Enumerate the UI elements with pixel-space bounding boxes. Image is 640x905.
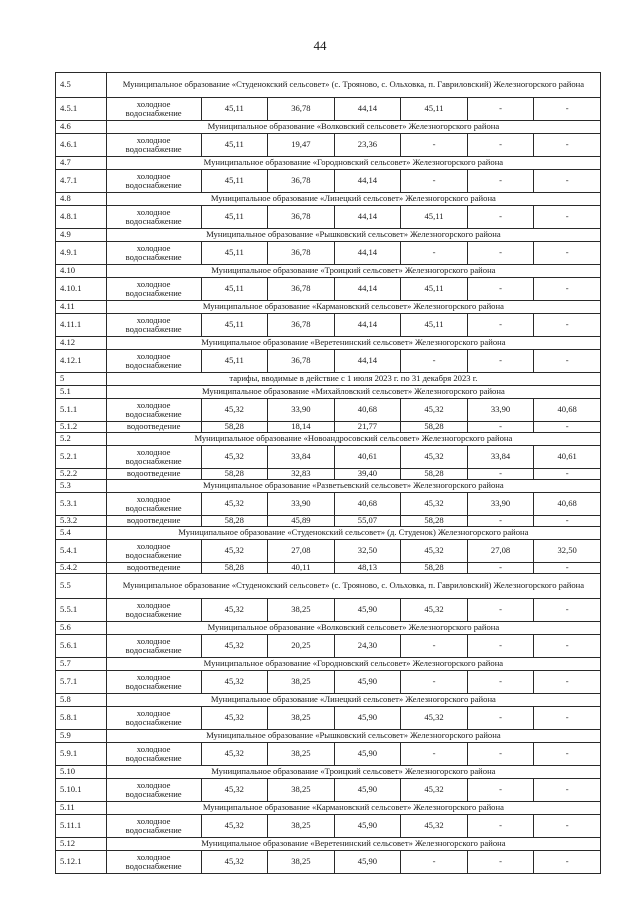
tariff-value: 58,28 xyxy=(401,516,468,527)
section-number: 5.3 xyxy=(56,480,107,493)
tariff-value: 45,32 xyxy=(201,851,268,874)
tariff-value: - xyxy=(467,599,534,622)
tariff-value: - xyxy=(401,671,468,694)
section-title: Муниципальное образование «Разветьевский сельсовет» Железногорского района xyxy=(106,480,600,493)
tariff-value: - xyxy=(534,170,601,193)
tariff-value: - xyxy=(534,599,601,622)
row-number: 4.12.1 xyxy=(56,350,107,373)
tariff-value: 45,90 xyxy=(334,599,401,622)
section-number: 5.8 xyxy=(56,694,107,707)
tariff-value: 40,68 xyxy=(534,399,601,422)
section-title: Муниципальное образование «Новоандросовский сельсовет» Железногорского района xyxy=(106,433,600,446)
section-number: 4.5 xyxy=(56,73,107,98)
section-title: Муниципальное образование «Троицкий сельсовет» Железногорского района xyxy=(106,766,600,779)
tariff-value: 45,32 xyxy=(401,493,468,516)
tariff-value: - xyxy=(467,350,534,373)
tariff-value: 33,90 xyxy=(268,399,335,422)
tariff-value: - xyxy=(467,707,534,730)
tariff-value: 45,90 xyxy=(334,743,401,766)
tariff-value: 45,32 xyxy=(401,540,468,563)
tariff-value: 45,90 xyxy=(334,707,401,730)
service-name: холодное водоснабжение xyxy=(106,399,201,422)
tariff-value: - xyxy=(467,516,534,527)
service-name: холодное водоснабжение xyxy=(106,98,201,121)
section-header-row xyxy=(56,658,601,671)
tariff-value: 36,78 xyxy=(268,98,335,121)
tariff-value: - xyxy=(467,314,534,337)
tariff-row xyxy=(56,851,601,874)
row-number: 5.1.1 xyxy=(56,399,107,422)
tariff-value: 45,32 xyxy=(401,779,468,802)
tariff-value: 45,32 xyxy=(201,493,268,516)
tariff-value: - xyxy=(467,469,534,480)
tariff-row xyxy=(56,563,601,574)
tariff-value: 45,90 xyxy=(334,671,401,694)
section-number: 5.5 xyxy=(56,574,107,599)
tariff-value: 58,28 xyxy=(401,563,468,574)
row-number: 5.1.2 xyxy=(56,422,107,433)
section-title: Муниципальное образование «Городновский сельсовет» Железногорского района xyxy=(106,658,600,671)
tariff-value: 23,36 xyxy=(334,134,401,157)
row-number: 5.9.1 xyxy=(56,743,107,766)
tariff-value: 19,47 xyxy=(268,134,335,157)
service-name: холодное водоснабжение xyxy=(106,671,201,694)
section-title: Муниципальное образование «Веретенинский сельсовет» Железногорского района xyxy=(106,838,600,851)
section-title: Муниципальное образование «Студенокский сельсовет» (д. Студенок) Железногорского района xyxy=(106,527,600,540)
tariff-value: - xyxy=(467,278,534,301)
section-title: Муниципальное образование «Троицкий сельсовет» Железногорского района xyxy=(106,265,600,278)
tariff-value: 58,28 xyxy=(401,469,468,480)
tariff-value: - xyxy=(534,350,601,373)
tariff-row xyxy=(56,743,601,766)
tariff-value: 45,11 xyxy=(201,134,268,157)
section-number: 5.1 xyxy=(56,386,107,399)
section-number: 5.12 xyxy=(56,838,107,851)
section-number: 4.6 xyxy=(56,121,107,134)
row-number: 5.4.1 xyxy=(56,540,107,563)
service-name: холодное водоснабжение xyxy=(106,446,201,469)
tariff-value: - xyxy=(534,469,601,480)
tariff-value: - xyxy=(401,743,468,766)
section-title: Муниципальное образование «Кармановский сельсовет» Железногорского района xyxy=(106,802,600,815)
tariff-value: - xyxy=(467,242,534,265)
section-number: 4.12 xyxy=(56,337,107,350)
section-number: 4.7 xyxy=(56,157,107,170)
section-header-row xyxy=(56,694,601,707)
tariff-value: 44,14 xyxy=(334,278,401,301)
tariff-value: 45,11 xyxy=(201,170,268,193)
tariff-value: 32,50 xyxy=(334,540,401,563)
tariff-value: 40,61 xyxy=(534,446,601,469)
tariff-row xyxy=(56,98,601,121)
tariff-value: 20,25 xyxy=(268,635,335,658)
tariff-value: 27,08 xyxy=(467,540,534,563)
section-number: 5.10 xyxy=(56,766,107,779)
section-title: Муниципальное образование «Волковский сельсовет» Железногорского района xyxy=(106,121,600,134)
section-header-row xyxy=(56,265,601,278)
tariff-value: 45,32 xyxy=(201,446,268,469)
row-number: 5.3.1 xyxy=(56,493,107,516)
service-name: холодное водоснабжение xyxy=(106,707,201,730)
section-title: тарифы, вводимые в действие с 1 июля 2023 г. по 31 декабря 2023 г. xyxy=(106,373,600,386)
service-name: холодное водоснабжение xyxy=(106,540,201,563)
tariff-value: 58,28 xyxy=(401,422,468,433)
tariff-row xyxy=(56,516,601,527)
tariff-value: 36,78 xyxy=(268,242,335,265)
row-number: 4.11.1 xyxy=(56,314,107,337)
tariff-value: 45,32 xyxy=(401,399,468,422)
tariff-value: - xyxy=(467,563,534,574)
section-header-row xyxy=(56,337,601,350)
tariff-value: 45,11 xyxy=(201,278,268,301)
tariff-value: 38,25 xyxy=(268,707,335,730)
page-number: 44 xyxy=(313,38,327,53)
tariff-value: - xyxy=(534,134,601,157)
row-number: 5.3.2 xyxy=(56,516,107,527)
tariff-value: - xyxy=(401,851,468,874)
tariff-value: 36,78 xyxy=(268,314,335,337)
tariff-value: - xyxy=(401,134,468,157)
section-header-row xyxy=(56,386,601,399)
service-name: холодное водоснабжение xyxy=(106,635,201,658)
tariff-value: - xyxy=(467,851,534,874)
tariff-value: 45,11 xyxy=(201,350,268,373)
service-name: холодное водоснабжение xyxy=(106,134,201,157)
service-name: холодное водоснабжение xyxy=(106,170,201,193)
section-title: Муниципальное образование «Линецкий сельсовет» Железногорского района xyxy=(106,694,600,707)
tariff-value: - xyxy=(467,134,534,157)
service-name: холодное водоснабжение xyxy=(106,206,201,229)
tariff-row xyxy=(56,446,601,469)
tariff-value: - xyxy=(534,242,601,265)
tariff-value: 36,78 xyxy=(268,206,335,229)
tariff-value: 45,11 xyxy=(201,314,268,337)
tariff-value: 33,90 xyxy=(268,493,335,516)
tariff-value: 38,25 xyxy=(268,599,335,622)
service-name: холодное водоснабжение xyxy=(106,815,201,838)
section-header-row xyxy=(56,157,601,170)
tariff-value: 58,28 xyxy=(201,516,268,527)
section-title: Муниципальное образование «Волковский сельсовет» Железногорского района xyxy=(106,622,600,635)
tariff-value: - xyxy=(534,563,601,574)
tariff-row xyxy=(56,134,601,157)
tariff-row xyxy=(56,399,601,422)
tariff-value: - xyxy=(467,170,534,193)
section-header-row xyxy=(56,766,601,779)
tariff-value: - xyxy=(534,314,601,337)
tariff-value: - xyxy=(534,779,601,802)
tariff-value: 36,78 xyxy=(268,278,335,301)
tariff-value: 58,28 xyxy=(201,469,268,480)
section-title: Муниципальное образование «Михайловский сельсовет» Железногорского района xyxy=(106,386,600,399)
section-header-row xyxy=(56,622,601,635)
tariff-row xyxy=(56,493,601,516)
tariff-value: 33,84 xyxy=(268,446,335,469)
tariff-value: - xyxy=(534,98,601,121)
tariff-value: - xyxy=(467,671,534,694)
tariff-value: 45,32 xyxy=(201,635,268,658)
row-number: 4.5.1 xyxy=(56,98,107,121)
tariff-value: 40,61 xyxy=(334,446,401,469)
section-header-row xyxy=(56,838,601,851)
tariff-value: - xyxy=(534,516,601,527)
section-header-row xyxy=(56,730,601,743)
section-title: Муниципальное образование «Веретенинский сельсовет» Железногорского района xyxy=(106,337,600,350)
tariff-row xyxy=(56,278,601,301)
tariff-value: 39,40 xyxy=(334,469,401,480)
section-number: 5 xyxy=(56,373,107,386)
tariff-value: 45,11 xyxy=(401,314,468,337)
service-name: водоотведение xyxy=(106,469,201,480)
tariff-value: - xyxy=(534,851,601,874)
tariff-value: 45,89 xyxy=(268,516,335,527)
tariff-value: 55,07 xyxy=(334,516,401,527)
tariff-value: - xyxy=(534,422,601,433)
tariff-row xyxy=(56,815,601,838)
row-number: 4.8.1 xyxy=(56,206,107,229)
section-header-row xyxy=(56,527,601,540)
service-name: холодное водоснабжение xyxy=(106,314,201,337)
tariff-row xyxy=(56,635,601,658)
tariff-value: - xyxy=(534,707,601,730)
tariff-value: 45,11 xyxy=(401,278,468,301)
tariff-table xyxy=(55,72,601,874)
tariff-value: 45,32 xyxy=(201,671,268,694)
section-number: 5.7 xyxy=(56,658,107,671)
tariff-value: - xyxy=(534,635,601,658)
tariff-value: 45,32 xyxy=(201,815,268,838)
section-header-row xyxy=(56,193,601,206)
service-name: холодное водоснабжение xyxy=(106,350,201,373)
section-header-row xyxy=(56,802,601,815)
tariff-value: 38,25 xyxy=(268,851,335,874)
tariff-value: 21,77 xyxy=(334,422,401,433)
tariff-value: 48,13 xyxy=(334,563,401,574)
tariff-row xyxy=(56,314,601,337)
section-header-row xyxy=(56,480,601,493)
service-name: холодное водоснабжение xyxy=(106,493,201,516)
tariff-value: 38,25 xyxy=(268,671,335,694)
tariff-value: 45,11 xyxy=(401,206,468,229)
section-number: 5.6 xyxy=(56,622,107,635)
tariff-value: - xyxy=(467,815,534,838)
row-number: 4.6.1 xyxy=(56,134,107,157)
tariff-row xyxy=(56,779,601,802)
tariff-value: 45,32 xyxy=(201,779,268,802)
service-name: водоотведение xyxy=(106,422,201,433)
tariff-row xyxy=(56,707,601,730)
tariff-value: 44,14 xyxy=(334,314,401,337)
tariff-value: 45,90 xyxy=(334,779,401,802)
tariff-value: 45,32 xyxy=(401,707,468,730)
tariff-row xyxy=(56,422,601,433)
section-title: Муниципальное образование «Линецкий сельсовет» Железногорского района xyxy=(106,193,600,206)
tariff-value: 27,08 xyxy=(268,540,335,563)
section-number: 4.8 xyxy=(56,193,107,206)
service-name: водоотведение xyxy=(106,516,201,527)
row-number: 4.7.1 xyxy=(56,170,107,193)
tariff-value: - xyxy=(534,671,601,694)
tariff-row xyxy=(56,242,601,265)
service-name: холодное водоснабжение xyxy=(106,278,201,301)
section-header-row xyxy=(56,73,601,98)
tariff-value: 40,68 xyxy=(334,493,401,516)
row-number: 5.12.1 xyxy=(56,851,107,874)
section-title: Муниципальное образование «Кармановский сельсовет» Железногорского района xyxy=(106,301,600,314)
tariff-value: 45,32 xyxy=(201,540,268,563)
tariff-value: 45,11 xyxy=(201,242,268,265)
section-title: Муниципальное образование «Студенокский сельсовет» (с. Трояново, с. Ольховка, п. Гавриловский) Железногорского района xyxy=(106,574,600,599)
tariff-value: 38,25 xyxy=(268,815,335,838)
tariff-value: - xyxy=(467,635,534,658)
tariff-value: 44,14 xyxy=(334,98,401,121)
tariff-value: 45,11 xyxy=(201,206,268,229)
tariff-value: 45,32 xyxy=(201,599,268,622)
row-number: 4.9.1 xyxy=(56,242,107,265)
tariff-value: 45,32 xyxy=(401,446,468,469)
tariff-value: - xyxy=(467,422,534,433)
row-number: 5.7.1 xyxy=(56,671,107,694)
section-header-row xyxy=(56,229,601,242)
tariff-row xyxy=(56,350,601,373)
tariff-value: 24,30 xyxy=(334,635,401,658)
section-number: 5.9 xyxy=(56,730,107,743)
service-name: холодное водоснабжение xyxy=(106,779,201,802)
section-header-row xyxy=(56,121,601,134)
section-title: Муниципальное образование «Студенокский сельсовет» (с. Трояново, с. Ольховка, п. Гавриловский) Железногорского района xyxy=(106,73,600,98)
row-number: 5.5.1 xyxy=(56,599,107,622)
tariff-value: 40,68 xyxy=(334,399,401,422)
tariff-row xyxy=(56,170,601,193)
section-number: 5.2 xyxy=(56,433,107,446)
tariff-value: 45,90 xyxy=(334,815,401,838)
row-number: 5.6.1 xyxy=(56,635,107,658)
tariff-row xyxy=(56,671,601,694)
section-header-row xyxy=(56,433,601,446)
section-number: 4.9 xyxy=(56,229,107,242)
section-header-row xyxy=(56,373,601,386)
tariff-value: - xyxy=(401,350,468,373)
tariff-value: 44,14 xyxy=(334,242,401,265)
row-number: 4.10.1 xyxy=(56,278,107,301)
tariff-value: 45,11 xyxy=(401,98,468,121)
tariff-value: 33,90 xyxy=(467,399,534,422)
row-number: 5.2.1 xyxy=(56,446,107,469)
tariff-value: 58,28 xyxy=(201,563,268,574)
row-number: 5.8.1 xyxy=(56,707,107,730)
section-header-row xyxy=(56,574,601,599)
tariff-row xyxy=(56,540,601,563)
tariff-row xyxy=(56,206,601,229)
tariff-value: 45,32 xyxy=(401,815,468,838)
section-title: Муниципальное образование «Городновский сельсовет» Железногорского района xyxy=(106,157,600,170)
section-title: Муниципальное образование «Рышковский сельсовет» Железногорского района xyxy=(106,229,600,242)
tariff-row xyxy=(56,599,601,622)
tariff-row xyxy=(56,469,601,480)
service-name: холодное водоснабжение xyxy=(106,599,201,622)
tariff-value: 44,14 xyxy=(334,206,401,229)
row-number: 5.4.2 xyxy=(56,563,107,574)
tariff-value: 38,25 xyxy=(268,743,335,766)
row-number: 5.11.1 xyxy=(56,815,107,838)
section-title: Муниципальное образование «Рышковский сельсовет» Железногорского района xyxy=(106,730,600,743)
tariff-value: 45,32 xyxy=(401,599,468,622)
tariff-value: 45,90 xyxy=(334,851,401,874)
tariff-value: - xyxy=(401,635,468,658)
tariff-value: 40,11 xyxy=(268,563,335,574)
service-name: холодное водоснабжение xyxy=(106,851,201,874)
row-number: 5.10.1 xyxy=(56,779,107,802)
tariff-value: - xyxy=(467,743,534,766)
tariff-value: 36,78 xyxy=(268,350,335,373)
tariff-value: - xyxy=(534,278,601,301)
tariff-value: - xyxy=(534,815,601,838)
tariff-value: 32,83 xyxy=(268,469,335,480)
tariff-value: 58,28 xyxy=(201,422,268,433)
service-name: холодное водоснабжение xyxy=(106,743,201,766)
row-number: 5.2.2 xyxy=(56,469,107,480)
tariff-value: 32,50 xyxy=(534,540,601,563)
section-number: 4.10 xyxy=(56,265,107,278)
tariff-value: 18,14 xyxy=(268,422,335,433)
section-header-row xyxy=(56,301,601,314)
tariff-value: - xyxy=(534,743,601,766)
tariff-value: - xyxy=(467,779,534,802)
section-number: 5.4 xyxy=(56,527,107,540)
tariff-value: 36,78 xyxy=(268,170,335,193)
tariff-value: 45,32 xyxy=(201,743,268,766)
service-name: холодное водоснабжение xyxy=(106,242,201,265)
tariff-value: - xyxy=(401,242,468,265)
tariff-value: 33,90 xyxy=(467,493,534,516)
tariff-value: 45,32 xyxy=(201,399,268,422)
tariff-value: 45,11 xyxy=(201,98,268,121)
tariff-value: - xyxy=(467,98,534,121)
section-number: 4.11 xyxy=(56,301,107,314)
tariff-value: 38,25 xyxy=(268,779,335,802)
tariff-value: 40,68 xyxy=(534,493,601,516)
tariff-value: - xyxy=(534,206,601,229)
tariff-value: - xyxy=(401,170,468,193)
tariff-value: 44,14 xyxy=(334,350,401,373)
tariff-value: 45,32 xyxy=(201,707,268,730)
service-name: водоотведение xyxy=(106,563,201,574)
tariff-value: 44,14 xyxy=(334,170,401,193)
section-number: 5.11 xyxy=(56,802,107,815)
tariff-value: - xyxy=(467,206,534,229)
tariff-value: 33,84 xyxy=(467,446,534,469)
